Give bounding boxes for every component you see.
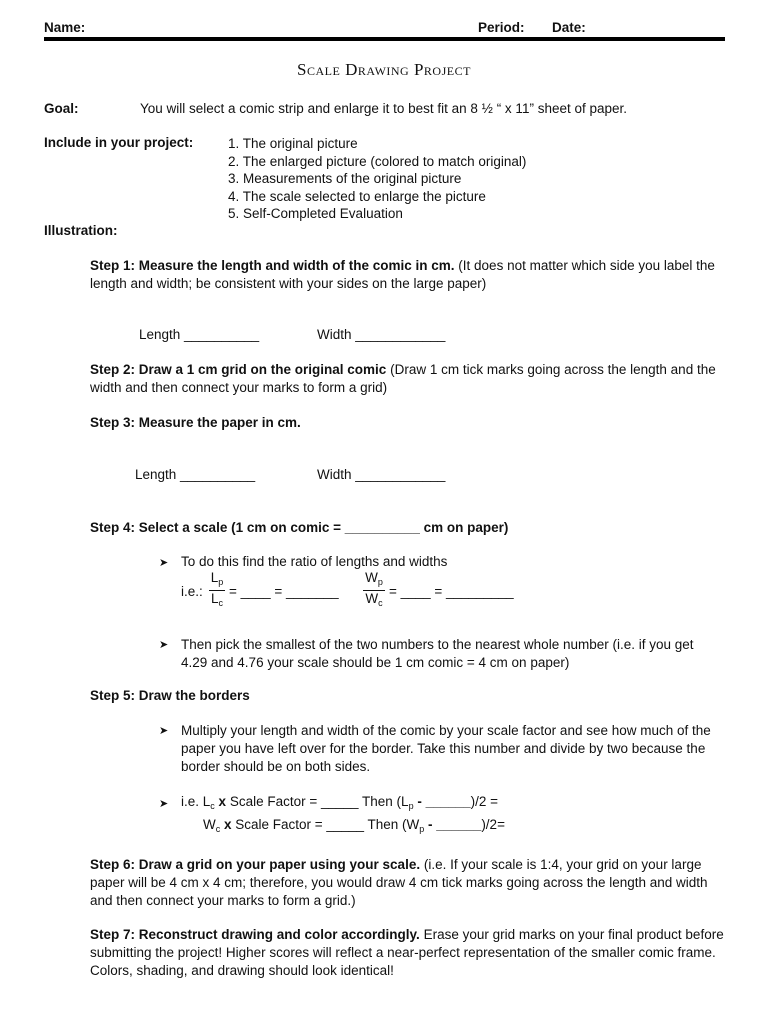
row2-wp-sub: p — [419, 824, 425, 834]
list-item: 5. Self-Completed Evaluation — [228, 206, 403, 221]
step5-formula-row2 — [203, 817, 505, 834]
step4-bullet1: To do this find the ratio of lengths and widths — [181, 554, 448, 569]
page-title: Scale Drawing Project — [297, 60, 471, 79]
header-rule — [44, 37, 725, 41]
include-list — [228, 135, 526, 223]
row1-times: x — [214, 794, 230, 809]
wc-letter: W — [365, 591, 379, 606]
step4-bullet2: Then pick the smallest of the two numbers to the nearest whole number (i.e. if you get 4.29 and 4.76 your scale should be 1 cm comic = 4 cm on paper) — [181, 637, 694, 670]
fraction-wp-wc — [363, 570, 385, 611]
step1-heading: Step 1: Measure the length and width of the comic in cm. — [90, 258, 455, 273]
step5-paragraph — [90, 687, 730, 705]
list-item: 4. The scale selected to enlarge the picture — [228, 188, 486, 204]
step7-text: Erase your grid marks on your final product before submitting the project! Higher scores will reflect a near-perfect representation of the smaller comic frame. Colors, shading, and drawing should look identical! — [90, 927, 724, 978]
step2-heading: Step 2: Draw a 1 cm grid on the original comic — [90, 362, 387, 377]
step4-paragraph — [90, 519, 730, 537]
list-item: 2. The enlarged picture (colored to match original) — [228, 153, 527, 169]
row2-end: )/2= — [481, 817, 505, 832]
row1-lc: L — [202, 794, 211, 809]
step1-paragraph — [90, 257, 730, 293]
step6-text: (i.e. If your scale is 1:4, your grid on your large paper will be 4 cm x 4 cm; therefore, you would draw 4 cm tick marks going across the length and width and then connect your marks to form a grid.) — [90, 857, 708, 908]
step6-heading: Step 6: Draw a grid on your paper using your scale. — [90, 857, 421, 872]
step2-paragraph — [90, 361, 730, 397]
step5-bullet1: Multiply your length and width of the comic by your scale factor and see how much of the paper you have left over for the border. Take this number and divide by two because the border should be on both sides. — [181, 723, 711, 774]
include-label: Include in your project: — [44, 135, 194, 150]
lc-letter: L — [210, 591, 219, 606]
lp-letter: L — [210, 570, 219, 585]
step4-length-blanks: = ____ = _______ — [229, 584, 339, 599]
row2-times: x — [220, 817, 236, 832]
step5-ie: i.e. — [181, 794, 200, 809]
step7-paragraph — [90, 926, 730, 980]
step1-text: (It does not matter which side you label the length and width; be consistent with your sides on the large paper) — [90, 258, 715, 291]
name-label: Name: — [44, 20, 86, 35]
period-label: Period: — [478, 20, 525, 35]
date-label: Date: — [552, 20, 586, 35]
lc-subscript: c — [218, 598, 223, 608]
illustration-label: Illustration: — [44, 223, 118, 238]
step3-heading: Step 3: Measure the paper in cm. — [90, 415, 301, 430]
bullet-icon: ➤ — [159, 725, 169, 737]
row1-minus-blank: - ______ — [413, 794, 471, 809]
step5-formula-row1 — [181, 794, 498, 811]
fraction-lp-lc — [209, 570, 225, 611]
row2-wc-sub: c — [215, 824, 221, 834]
step3-length-blank: Length __________ — [135, 467, 256, 482]
step2-text: (Draw 1 cm tick marks going across the length and the width and then connect your marks to form a grid) — [90, 362, 716, 395]
step3-width-blank: Width ____________ — [317, 467, 446, 482]
step1-length-blank: Length __________ — [139, 327, 260, 342]
wp-letter: W — [365, 570, 378, 585]
step5-heading: Step 5: Draw the borders — [90, 688, 250, 703]
goal-text: You will select a comic strip and enlarge it to best fit an 8 ½ “ x 11” sheet of paper. — [140, 101, 628, 116]
row1-lp-sub: p — [408, 801, 414, 811]
step1-width-blank: Width ____________ — [317, 327, 446, 342]
step7-heading: Step 7: Reconstruct drawing and color accordingly. — [90, 927, 420, 942]
row1-lc-sub: c — [210, 801, 215, 811]
row2-minus-blank: - ______ — [424, 817, 482, 832]
bullet-icon: ➤ — [159, 798, 169, 810]
wc-subscript: c — [378, 598, 383, 608]
lp-subscript: p — [218, 577, 224, 587]
goal-label: Goal: — [44, 101, 79, 116]
step4-width-blanks: = ____ = _________ — [389, 584, 514, 599]
list-item: 1. The original picture — [228, 136, 358, 151]
bullet-icon: ➤ — [159, 639, 169, 651]
step3-paragraph — [90, 414, 730, 432]
row1-end: )/2 = — [470, 794, 499, 809]
list-item: 3. Measurements of the original picture — [228, 171, 462, 186]
wp-subscript: p — [377, 577, 383, 587]
step4-heading: Step 4: Select a scale (1 cm on comic = __________ cm on paper) — [90, 520, 509, 535]
row1-scale: Scale Factor = _____ Then (L — [229, 794, 409, 809]
row2-scale: Scale Factor = _____ Then (W — [235, 817, 420, 832]
row2-wc: W — [203, 817, 216, 832]
step6-paragraph — [90, 856, 730, 910]
step4-ie: i.e.: — [181, 584, 203, 599]
bullet-icon: ➤ — [159, 557, 169, 569]
